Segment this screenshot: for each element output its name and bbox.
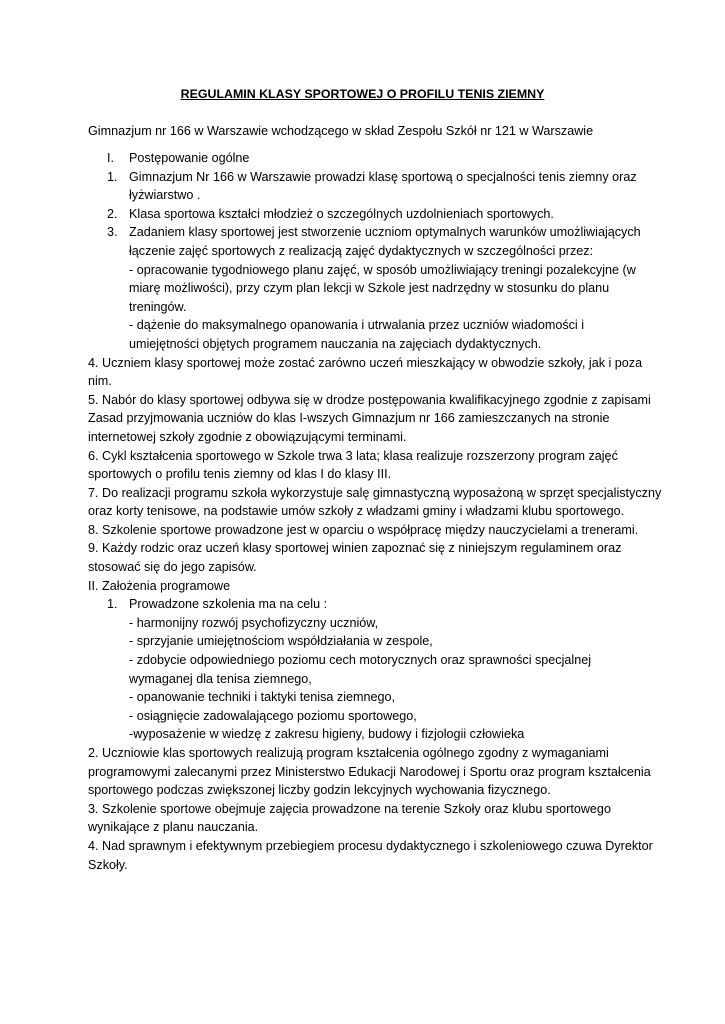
paragraph-7-line: oraz korty tenisowe, na podstawie umów szkoły z władzami gminy i władzami klubu sportowego. — [88, 504, 625, 519]
item-continuation: - dążenie do maksymalnego opanowania i utrwalania przez uczniów wiadomości i — [129, 318, 585, 333]
item-continuation: umiejętności objętych programem nauczania na zajęciach dydaktycznych. — [129, 336, 542, 351]
paragraph-5-line: 5. Nabór do klasy sportowej odbywa się w drodze postępowania kwalifikacyjnego zgodnie z zapisami — [88, 392, 651, 407]
paragraph-6-line: 6. Cykl kształcenia sportowego w Szkole trwa 3 lata; klasa realizuje rozszerzony program zajęć — [88, 448, 618, 463]
item-continuation: łyżwiarstwo . — [129, 188, 201, 203]
item-text: Gimnazjum Nr 166 w Warszawie prowadzi klasę sportową o specjalności tenis ziemny oraz — [129, 169, 637, 184]
paragraph-9-line: stosować się do jego zapisów. — [88, 560, 257, 575]
paragraph-9-line: 9. Każdy rodzic oraz uczeń klasy sportowej winien zapoznać się z niniejszym regulaminem oraz — [88, 541, 622, 556]
list-item — [88, 595, 648, 614]
document-body — [88, 149, 662, 874]
paragraph-5-line: Zasad przyjmowania uczniów do klas I-wszych Gimnazjum nr 166 zamieszczanych na stronie — [88, 411, 610, 426]
paragraph-7-line: 7. Do realizacji programu szkoła wykorzystuje salę gimnastyczną wyposażoną w sprzęt specjalistyczny — [88, 485, 662, 500]
item-continuation: treningów. — [129, 299, 187, 314]
item-number: 3. — [107, 225, 118, 240]
list-item — [88, 223, 648, 242]
section-2-paragraph-2-line: sportowego podczas zwiększonej liczby godzin lekcyjnych wychowania fizycznego. — [88, 783, 551, 798]
goal-line: wymaganej dla tenisa ziemnego, — [129, 671, 312, 686]
section-2-heading: II. Założenia programowe — [88, 578, 231, 593]
document-title: REGULAMIN KLASY SPORTOWEJ O PROFILU TENIS ZIEMNY — [180, 87, 545, 101]
list-item — [88, 205, 648, 224]
section-1-heading — [88, 149, 648, 168]
goal-line: - sprzyjanie umiejętnościom współdziałania w zespole, — [129, 634, 433, 649]
section-2-paragraph-2-line: 2. Uczniowie klas sportowych realizują program kształcenia ogólnego zgodny z wymaganiami — [88, 746, 609, 760]
section-2-paragraph-4-line: Szkoły. — [88, 857, 128, 872]
paragraph-4-line: nim. — [88, 374, 112, 389]
section-1-heading-text: Postępowanie ogólne — [129, 151, 250, 165]
section-2-paragraph-4-line: 4. Nad sprawnym i efektywnym przebiegiem procesu dydaktycznego i szkoleniowego czuwa Dyrektor — [88, 838, 653, 853]
item-continuation: łączenie zajęć sportowych z realizacją zajęć dydaktycznych w szczególności przez: — [129, 243, 594, 258]
paragraph-4-line: 4. Uczniem klasy sportowej może zostać zarówno uczeń mieszkający w obwodzie szkoły, jak i poza — [88, 355, 643, 370]
paragraph-6-line: sportowych o profilu tenis ziemny od klas I do klasy III. — [88, 467, 392, 482]
item-text: Klasa sportowa kształci młodzież o szczególnych uzdolnieniach sportowych. — [129, 206, 554, 221]
item-number: 2. — [107, 206, 118, 221]
section-2-paragraph-3-line: wynikające z planu nauczania. — [88, 820, 259, 835]
section-2-paragraph-2-line: programowymi zalecanymi przez Ministerstwo Edukacji Narodowej i Sportu oraz program kształcenia — [88, 764, 651, 779]
goal-line: - osiągnięcie zadowalającego poziomu sportowego, — [129, 708, 417, 723]
intro-line: Gimnazjum nr 166 w Warszawie wchodzącego w skład Zespołu Szkół nr 121 w Warszawie — [88, 124, 594, 138]
goal-line: - harmonijny rozwój psychofizyczny uczniów, — [129, 615, 379, 630]
goal-line: - opanowanie techniki i taktyki tenisa ziemnego, — [129, 690, 396, 705]
item-number: 1. — [107, 597, 118, 612]
section-2-paragraph-3-line: 3. Szkolenie sportowe obejmuje zajęcia prowadzone na terenie Szkoły oraz klubu sportowego — [88, 801, 611, 816]
item-text: Prowadzone szkolenia ma na celu : — [129, 597, 328, 612]
goal-line: -wyposażenie w wiedzę z zakresu higieny, budowy i fizjologii człowieka — [129, 727, 525, 742]
goal-line: - zdobycie odpowiedniego poziomu cech motorycznych oraz sprawności specjalnej — [129, 653, 592, 668]
item-number: 1. — [107, 169, 118, 184]
list-item — [88, 168, 648, 187]
item-continuation: miarę możliwości), przy czym plan lekcji w Szkole jest nadrzędny w stosunku do planu — [129, 281, 610, 296]
paragraph-8-line: 8. Szkolenie sportowe prowadzone jest w oparciu o współpracę między nauczycielami a trenerami. — [88, 522, 639, 537]
item-continuation: - opracowanie tygodniowego planu zajęć, w sposób umożliwiający treningi pozalekcyjne (w — [129, 262, 636, 277]
paragraph-5-line: internetowej szkoły zgodnie z obowiązującymi terminami. — [88, 429, 407, 444]
item-text: Zadaniem klasy sportowej jest stworzenie uczniom optymalnych warunków umożliwiających — [129, 225, 641, 240]
section-1-number: I. — [107, 151, 114, 165]
